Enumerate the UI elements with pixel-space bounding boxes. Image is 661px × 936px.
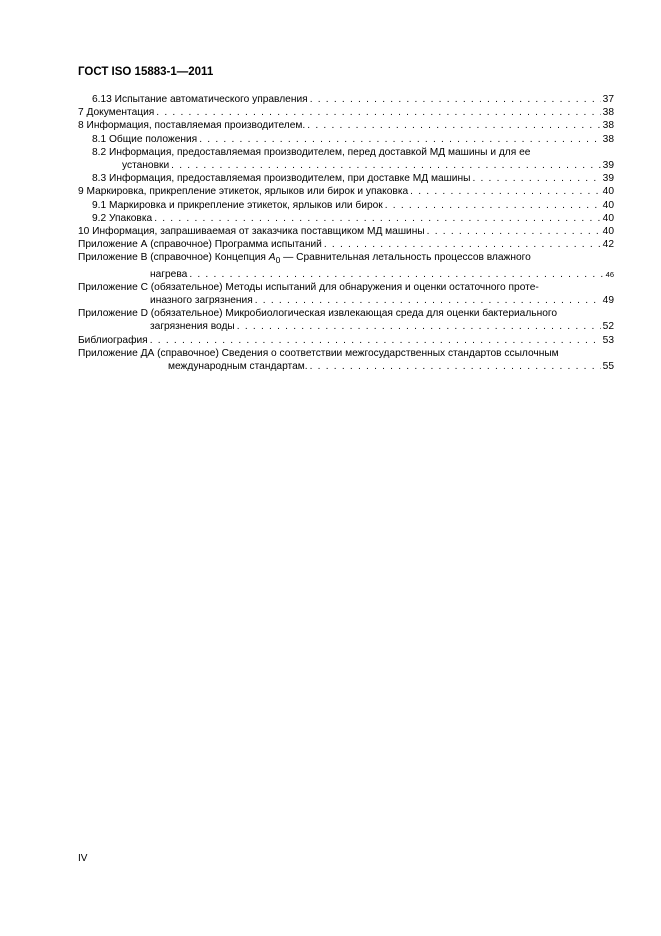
leader-dots bbox=[150, 334, 601, 347]
toc-page-number: 40 bbox=[602, 199, 614, 211]
toc-entry-title: 9.1 Маркировка и прикрепление этикеток, ярлыков или бирок bbox=[92, 199, 383, 211]
leader-dots bbox=[427, 225, 601, 238]
toc-entry-title: Приложение А (справочное) Программа испытаний bbox=[78, 239, 322, 251]
toc-entry-title: Библиография bbox=[78, 334, 148, 346]
table-of-contents bbox=[78, 93, 614, 373]
toc-page-number: 40 bbox=[602, 212, 614, 224]
leader-dots bbox=[307, 119, 600, 132]
toc-entry-7[interactable] bbox=[78, 106, 614, 119]
leader-dots bbox=[472, 172, 600, 185]
toc-page-number: 37 bbox=[602, 94, 614, 105]
toc-entry-title-continued: международным стандартам. bbox=[168, 361, 308, 373]
toc-page-number: 40 bbox=[602, 186, 614, 198]
toc-entry-title: 8.1 Общие положения bbox=[92, 133, 198, 145]
toc-page-number: 39 bbox=[602, 173, 614, 185]
a0-symbol: A bbox=[268, 252, 276, 264]
toc-page-number: 38 bbox=[602, 120, 614, 132]
toc-entry-appendix-b[interactable] bbox=[78, 251, 614, 280]
toc-entry-title: Приложение ДА (справочное) Сведения о соответствии межгосударственных стандартов ссылочным bbox=[78, 347, 559, 359]
toc-entry-9[interactable] bbox=[78, 185, 614, 198]
leader-dots bbox=[237, 320, 601, 333]
toc-page-number: 38 bbox=[602, 133, 614, 145]
toc-entry-bibliography[interactable] bbox=[78, 334, 614, 347]
toc-page-number: 52 bbox=[602, 321, 614, 333]
toc-entry-title: 7 Документация bbox=[78, 107, 155, 119]
toc-entry-title-continued: нагрева bbox=[150, 268, 188, 280]
toc-entry-title: 9.2 Упаковка bbox=[92, 212, 153, 224]
leader-dots bbox=[310, 93, 601, 106]
page-number-footer: IV bbox=[78, 853, 88, 864]
toc-entry-title-continued: иназного загрязнения bbox=[150, 295, 253, 307]
toc-page-number: 46 bbox=[605, 269, 614, 279]
toc-entry-appendix-c[interactable] bbox=[78, 281, 614, 307]
toc-entry-10[interactable] bbox=[78, 225, 614, 238]
toc-entry-8-3[interactable] bbox=[78, 172, 614, 185]
toc-page-number: 55 bbox=[602, 361, 614, 373]
toc-entry-title: 8.2 Информация, предоставляемая производителем, перед доставкой МД машины и для ее bbox=[92, 146, 531, 158]
leader-dots bbox=[156, 106, 600, 119]
toc-entry-6-13[interactable] bbox=[78, 93, 614, 106]
leader-dots bbox=[410, 185, 600, 198]
toc-page-number: 39 bbox=[602, 160, 614, 172]
toc-page-number: 49 bbox=[602, 295, 614, 307]
toc-entry-title: Приложение В (справочное) Концепция $A_0$ — Сравнительная летальность процессов влажного bbox=[78, 252, 531, 266]
toc-entry-title: 10 Информация, запрашиваемая от заказчика поставщиком МД машины bbox=[78, 226, 425, 238]
toc-entry-title: 8 Информация, поставляемая производителем. bbox=[78, 120, 306, 132]
toc-entry-8-1[interactable] bbox=[78, 133, 614, 146]
toc-entry-9-1[interactable] bbox=[78, 199, 614, 212]
toc-entry-8-2[interactable] bbox=[78, 146, 614, 172]
leader-dots bbox=[154, 212, 600, 225]
toc-entry-title: 6.13 Испытание автоматического управления bbox=[92, 94, 308, 105]
leader-dots bbox=[171, 159, 601, 172]
leader-dots bbox=[255, 294, 601, 307]
toc-entry-appendix-a[interactable] bbox=[78, 238, 614, 251]
toc-entry-title-continued: установки bbox=[122, 160, 170, 172]
toc-page-number: 42 bbox=[602, 239, 614, 251]
leader-dots bbox=[199, 133, 600, 146]
toc-entry-title: 9 Маркировка, прикрепление этикеток, ярлыков или бирок и упаковка bbox=[78, 186, 409, 198]
toc-entry-8[interactable] bbox=[78, 119, 614, 132]
leader-dots bbox=[385, 199, 601, 212]
toc-entry-title-continued: загрязнения воды bbox=[150, 321, 235, 333]
toc-page-number: 40 bbox=[602, 226, 614, 238]
toc-entry-title: Приложение С (обязательное) Методы испытаний для обнаружения и оценки остаточного проте- bbox=[78, 281, 539, 293]
toc-page-number: 53 bbox=[602, 334, 614, 346]
toc-page-number: 38 bbox=[602, 107, 614, 119]
leader-dots bbox=[324, 238, 601, 251]
leader-dots bbox=[189, 268, 603, 281]
toc-entry-appendix-d[interactable] bbox=[78, 307, 614, 333]
document-header: ГОСТ ISO 15883-1—2011 bbox=[78, 66, 214, 78]
a0-subscript: 0 bbox=[275, 255, 281, 266]
leader-dots bbox=[310, 360, 601, 373]
toc-entry-appendix-da[interactable] bbox=[78, 347, 614, 373]
toc-entry-9-2[interactable] bbox=[78, 212, 614, 225]
toc-entry-title: 8.3 Информация, предоставляемая производителем, при доставке МД машины bbox=[92, 173, 471, 185]
toc-entry-title: Приложение D (обязательное) Микробиологическая извлекающая среда для оценки бактериального bbox=[78, 308, 558, 320]
